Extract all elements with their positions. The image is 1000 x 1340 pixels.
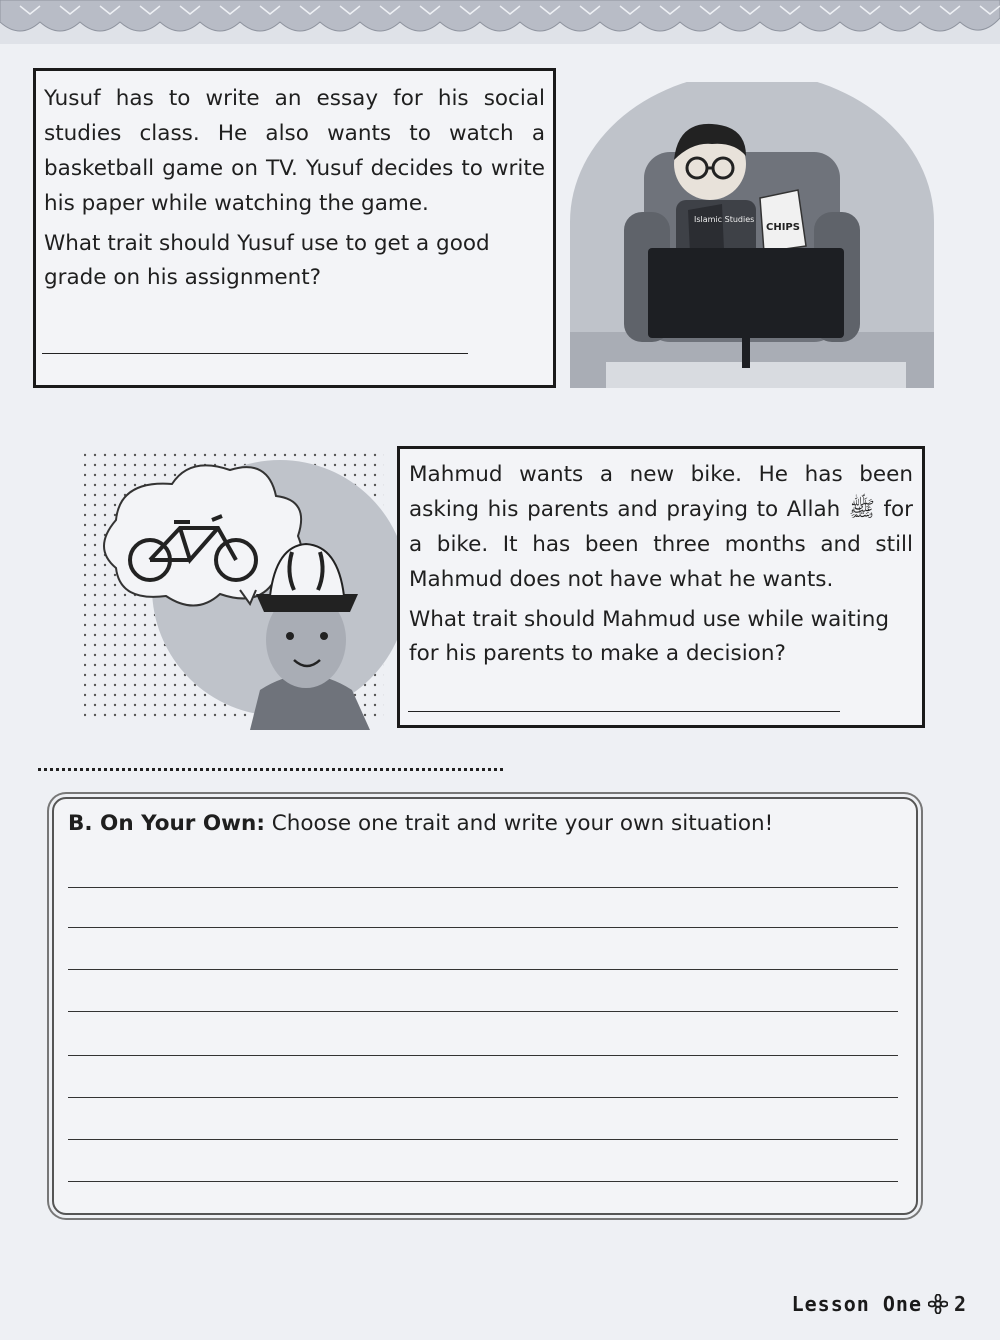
chips-label: CHIPS bbox=[766, 222, 800, 233]
mahmud-thinking-bike-illustration bbox=[80, 440, 400, 730]
dotted-separator bbox=[38, 768, 503, 771]
writing-line[interactable] bbox=[68, 887, 898, 888]
scenario-yusuf-question: What trait should Yusuf use to get a good grade on his assignment? bbox=[44, 231, 490, 290]
section-b-label: B. On Your Own: bbox=[68, 811, 265, 836]
scenario-mahmud-answer-line[interactable] bbox=[408, 711, 840, 712]
writing-line[interactable] bbox=[68, 1011, 898, 1012]
scenario-yusuf-answer-line[interactable] bbox=[42, 353, 468, 354]
scenario-yusuf-box bbox=[33, 68, 556, 388]
writing-line[interactable] bbox=[68, 1181, 898, 1182]
writing-line[interactable] bbox=[68, 1139, 898, 1140]
decorative-top-border bbox=[0, 0, 1000, 44]
section-b-heading bbox=[68, 811, 773, 836]
flower-ornament-icon bbox=[928, 1294, 948, 1314]
writing-line[interactable] bbox=[68, 969, 898, 970]
writing-line[interactable] bbox=[68, 1055, 898, 1056]
writing-line[interactable] bbox=[68, 1097, 898, 1098]
yusuf-watching-tv-illustration bbox=[566, 82, 938, 388]
scenario-yusuf-story: Yusuf has to write an essay for his social studies class. He also wants to watch a basketball game on TV. Yusuf decides to write his paper while watching the game. bbox=[44, 86, 545, 216]
scenario-mahmud-story: Mahmud wants a new bike. He has been asking his parents and praying to Allah ﷺ for a bike. It has been three months and still Mahmud does not have what he wants. bbox=[409, 462, 914, 592]
on-your-own-box bbox=[52, 797, 918, 1215]
lesson-label: Lesson One bbox=[791, 1292, 922, 1316]
section-b-instruction: Choose one trait and write your own situation! bbox=[271, 811, 774, 836]
book-label: Islamic Studies bbox=[694, 215, 755, 224]
page-number: 2 bbox=[953, 1292, 966, 1316]
scenario-mahmud-question: What trait should Mahmud use while waiting for his parents to make a decision? bbox=[409, 607, 889, 666]
scenario-mahmud-box bbox=[397, 446, 925, 728]
writing-line[interactable] bbox=[68, 927, 898, 928]
chips-bag-icon bbox=[760, 190, 806, 252]
